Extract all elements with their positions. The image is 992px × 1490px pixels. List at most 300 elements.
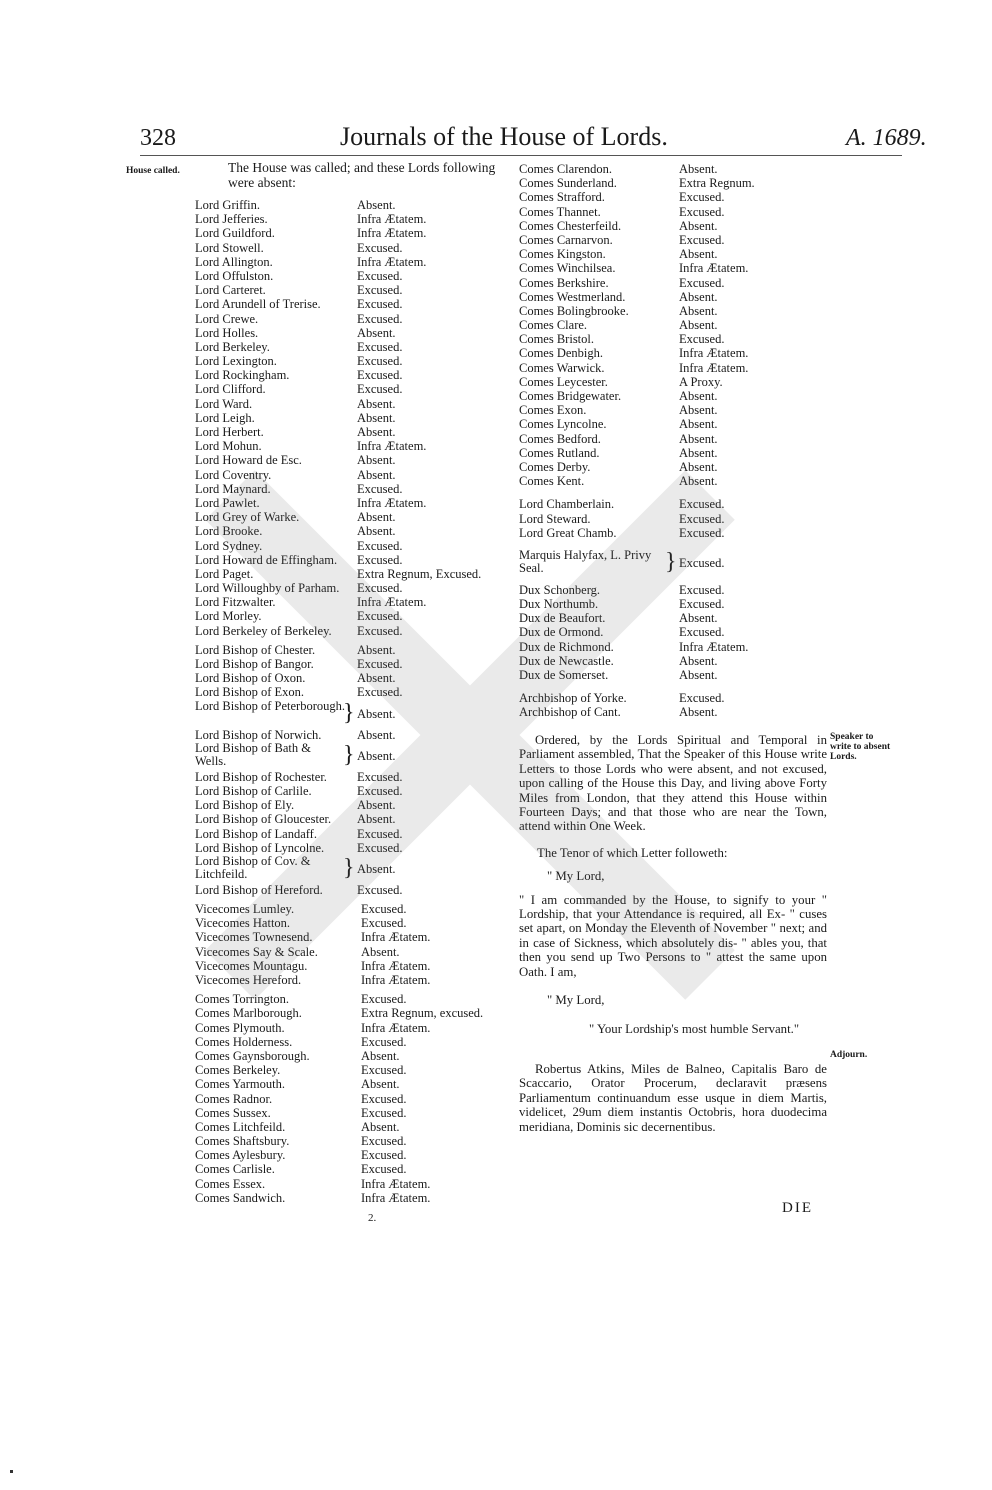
- catchword-right: DIE: [782, 1200, 813, 1216]
- peer-name: Comes Bolingbrooke.: [519, 303, 629, 318]
- peer-name: Lord Steward.: [519, 511, 591, 526]
- margin-note-speaker: Speaker to write to absent Lords.: [830, 732, 891, 762]
- attendance-status: Excused.: [357, 538, 403, 553]
- attendance-status: Excused.: [361, 992, 407, 1007]
- list-item: [195, 916, 515, 930]
- letter-body: " I am commanded by the House, to signify to your " Lordship, that your Attendance is required, all Ex- " cuses set apart, on Monday the Eleventh of November " next; and in case of Sickness, which absolutely dis- " ables you, that then you send up Two Persons to " attest the same upon Oath. I am,: [519, 892, 827, 979]
- list-item: [519, 668, 819, 682]
- list-item: [195, 841, 515, 855]
- list-item: [519, 318, 819, 332]
- attendance-status: Infra Ætatem.: [357, 212, 427, 227]
- list-item: [519, 625, 819, 639]
- peer-name: Lord Great Chamb.: [519, 525, 617, 540]
- attendance-status: Absent.: [357, 812, 396, 827]
- peer-name: Lord Bishop of Exon.: [195, 685, 305, 700]
- brace: }: [343, 741, 355, 768]
- list-item: [195, 1106, 515, 1120]
- peer-name: Comes Carnarvon.: [519, 232, 613, 247]
- attendance-status: Excused.: [679, 525, 725, 540]
- attendance-status: Absent.: [679, 218, 718, 233]
- peer-name: Lord Howard de Effingham.: [195, 552, 338, 567]
- peer-name: Comes Strafford.: [519, 190, 605, 205]
- peer-name: Dux Northumb.: [519, 597, 599, 612]
- peer-name: Comes Radnor.: [195, 1091, 273, 1106]
- attendance-status: Excused.: [357, 481, 403, 496]
- peer-name: Vicecomes Lumley.: [195, 902, 295, 917]
- peer-name: Lord Clifford.: [195, 382, 266, 397]
- peer-name: Lord Bishop of Ely.: [195, 798, 295, 813]
- attendance-status: Absent.: [679, 611, 718, 626]
- peer-name: Comes Holderness.: [195, 1034, 293, 1049]
- peer-name: Comes Sandwich.: [195, 1190, 286, 1205]
- attendance-status: Infra Ætatem.: [357, 439, 427, 454]
- letter-signature: " Your Lordship's most humble Servant.": [589, 1021, 800, 1036]
- list-item: [519, 474, 819, 488]
- list-item: [519, 654, 819, 668]
- officers-list: [519, 497, 819, 540]
- dukes-list: [519, 583, 819, 682]
- peer-name: Lord Bishop of Chester.: [195, 642, 316, 657]
- list-item: [195, 643, 515, 657]
- list-item: [195, 326, 515, 340]
- peer-name: Lord Bishop of Cov. & Litchfeild.: [195, 853, 311, 881]
- attendance-status: Excused.: [679, 582, 725, 597]
- list-item: [195, 784, 515, 798]
- attendance-status: Absent.: [361, 1048, 400, 1063]
- list-item: [195, 553, 515, 567]
- attendance-status: Excused.: [361, 1063, 407, 1078]
- attendance-status: Infra Ætatem.: [361, 1176, 431, 1191]
- peer-name: Lord Herbert.: [195, 425, 264, 439]
- list-item: [519, 205, 819, 219]
- attendance-status: Excused.: [679, 275, 725, 290]
- peer-name: Lord Rockingham.: [195, 368, 290, 383]
- peer-name: Lord Berkeley.: [195, 339, 270, 354]
- viscounts-list: [195, 902, 515, 987]
- list-item: [519, 304, 819, 318]
- peer-name: Comes Bristol.: [519, 332, 595, 347]
- attendance-status: Absent.: [679, 247, 718, 262]
- list-item: [195, 1162, 515, 1176]
- peer-name: Lord Bishop of Rochester.: [195, 769, 327, 784]
- list-item: [195, 1092, 515, 1106]
- list-item: [519, 247, 819, 261]
- catchword-left: 2.: [368, 1212, 377, 1224]
- peer-name: Lord Sydney.: [195, 538, 263, 553]
- list-item: [519, 233, 819, 247]
- attendance-status: Absent.: [679, 705, 718, 720]
- attendance-status: Excused.: [361, 916, 407, 931]
- attendance-status: Infra Ætatem.: [361, 958, 431, 973]
- attendance-status: Infra Ætatem.: [361, 973, 431, 987]
- peer-name: Lord Griffin.: [195, 198, 261, 212]
- attendance-status: Absent.: [679, 162, 718, 176]
- peer-name: Lord Fitzwalter.: [195, 595, 276, 610]
- peer-name: Lord Berkeley of Berkeley.: [195, 623, 332, 638]
- peer-name: Vicecomes Townesend.: [195, 930, 313, 945]
- letter-salutation: " My Lord,: [547, 869, 605, 884]
- list-item: [519, 346, 819, 360]
- peer-name: Comes Westmerland.: [519, 289, 626, 304]
- list-item: [195, 945, 515, 959]
- list-item: [195, 312, 515, 326]
- brace: }: [343, 699, 355, 726]
- list-item: [519, 526, 819, 540]
- list-item: [195, 770, 515, 784]
- list-item: [519, 276, 819, 290]
- peer-name: Comes Torrington.: [195, 992, 290, 1007]
- list-item: [195, 812, 515, 826]
- page-title: Journals of the House of Lords.: [340, 122, 668, 151]
- attendance-status: Excused.: [357, 368, 403, 383]
- peer-name: Dux Schonberg.: [519, 582, 601, 597]
- attendance-status: Excused.: [357, 657, 403, 671]
- list-item: [195, 581, 515, 595]
- attendance-status: Excused.: [357, 552, 403, 567]
- list-item: [195, 657, 515, 671]
- attendance-status: Excused.: [679, 190, 725, 205]
- attendance-status: Excused.: [679, 625, 725, 640]
- attendance-status: Infra Ætatem.: [361, 1020, 431, 1035]
- list-item: [195, 902, 515, 916]
- attendance-status: Excused.: [361, 1105, 407, 1120]
- peer-name: Comes Plymouth.: [195, 1020, 285, 1035]
- list-item: [195, 212, 515, 226]
- list-item: [195, 595, 515, 609]
- list-item: [519, 597, 819, 611]
- list-item: [195, 510, 515, 524]
- right-text-column: [519, 733, 827, 1134]
- earls-list-left: [195, 992, 515, 1205]
- attendance-status: Absent.: [357, 861, 396, 876]
- peer-name: Lord Leigh.: [195, 410, 255, 425]
- list-item: [195, 685, 515, 699]
- peer-name: Comes Yarmouth.: [195, 1077, 285, 1092]
- list-item: [195, 453, 515, 467]
- attendance-status: Absent.: [357, 706, 396, 721]
- list-item: [195, 368, 515, 382]
- peer-name: Lord Jefferies.: [195, 212, 268, 227]
- list-item: [519, 290, 819, 304]
- intro-text: The House was called; and these Lords following were absent:: [228, 160, 496, 190]
- list-item: [195, 742, 515, 770]
- attendance-status: Absent.: [679, 668, 718, 682]
- peer-name: Lord Bishop of Gloucester.: [195, 812, 332, 827]
- peer-name: Lord Mohun.: [195, 439, 262, 454]
- peer-name: Vicecomes Mountagu.: [195, 958, 308, 973]
- attendance-status: Absent.: [357, 798, 396, 813]
- list-item: [519, 691, 819, 705]
- list-item: [195, 1006, 515, 1020]
- list-item: [519, 361, 819, 375]
- peer-name: Comes Berkshire.: [519, 275, 609, 290]
- attendance-status: Excused.: [357, 623, 403, 638]
- peer-name: Lord Stowell.: [195, 240, 264, 255]
- peer-name: Lord Holles.: [195, 325, 259, 340]
- peer-name: Comes Essex.: [195, 1176, 266, 1191]
- attendance-status: Absent.: [361, 1077, 400, 1092]
- attendance-status: Excused.: [361, 1148, 407, 1163]
- peer-name: Lord Carteret.: [195, 283, 266, 298]
- peer-name: Comes Chesterfeild.: [519, 218, 622, 233]
- attendance-status: Excused.: [679, 497, 725, 512]
- peer-name: Comes Rutland.: [519, 445, 600, 460]
- list-item: [195, 1035, 515, 1049]
- attendance-status: Excused.: [679, 691, 725, 706]
- attendance-status: Absent.: [679, 653, 718, 668]
- peer-name: Comes Leycester.: [519, 374, 608, 389]
- attendance-status: Infra Ætatem.: [357, 495, 427, 510]
- attendance-status: Excused.: [357, 354, 403, 369]
- header-rule: [140, 155, 902, 156]
- list-item: [195, 1063, 515, 1077]
- peer-name: Lord Brooke.: [195, 524, 263, 539]
- list-item: [195, 624, 515, 638]
- attendance-status: Infra Ætatem.: [679, 261, 749, 276]
- peer-name: Lord Coventry.: [195, 467, 272, 482]
- attendance-status: Absent.: [679, 459, 718, 474]
- list-item: [519, 497, 819, 511]
- peer-name: Comes Thannet.: [519, 204, 601, 219]
- list-item: [195, 728, 515, 742]
- list-item: [519, 549, 819, 577]
- attendance-status: Absent.: [357, 642, 396, 657]
- list-item: [195, 883, 515, 897]
- list-item: [195, 1191, 515, 1205]
- attendance-status: Excused.: [357, 783, 403, 798]
- corner-mark: [10, 1470, 13, 1473]
- list-item: [195, 411, 515, 425]
- margin-note-adjourn: Adjourn.: [830, 1050, 868, 1060]
- bishops-list: [195, 643, 515, 897]
- archbishops-list: [519, 691, 819, 719]
- peer-name: Lord Ward.: [195, 396, 253, 411]
- attendance-status: Excused.: [679, 555, 725, 570]
- peer-name: Lord Guildford.: [195, 226, 275, 241]
- peer-name: Lord Bishop of Carlile.: [195, 783, 312, 798]
- peer-name: Comes Sunderland.: [519, 176, 617, 191]
- list-item: [519, 512, 819, 526]
- peer-name: Lord Arundell of Trerise.: [195, 297, 321, 312]
- attendance-status: Extra Regnum.: [679, 176, 755, 191]
- list-item: [195, 609, 515, 623]
- list-item: [195, 567, 515, 581]
- peer-name: Comes Winchilsea.: [519, 261, 616, 276]
- attendance-status: Infra Ætatem.: [679, 346, 749, 361]
- peer-name: Vicecomes Hatton.: [195, 916, 291, 931]
- peer-name: Lord Chamberlain.: [519, 497, 615, 512]
- peer-name: Dux de Somerset.: [519, 668, 609, 682]
- peer-name: Comes Lyncolne.: [519, 417, 607, 432]
- list-item: [195, 700, 515, 728]
- peer-name: Lord Maynard.: [195, 481, 271, 496]
- list-item: [195, 283, 515, 297]
- list-item: [519, 403, 819, 417]
- attendance-status: Infra Ætatem.: [679, 639, 749, 654]
- attendance-status: Infra Ætatem.: [357, 595, 427, 610]
- adjourn-paragraph: Robertus Atkins, Miles de Balneo, Capitalis Baro de Scaccario, Orator Procerum, declaravit præsens Parliamentum continuandum esse usque in diem Martis, videlicet, 29um diem instantis Octobris, hora duodecima meridiana, Dominis sic decernentibus.: [519, 1061, 827, 1134]
- attendance-status: Absent.: [679, 474, 718, 489]
- list-item: [519, 432, 819, 446]
- attendance-status: Absent.: [679, 389, 718, 403]
- list-item: [519, 460, 819, 474]
- list-item: [195, 241, 515, 255]
- attendance-status: Excused.: [361, 902, 407, 917]
- attendance-status: Excused.: [361, 1091, 407, 1106]
- peer-name: Lord Bishop of Norwich.: [195, 727, 322, 742]
- peer-name: Comes Carlisle.: [195, 1162, 275, 1177]
- tenor-line: The Tenor of which Letter followeth:: [537, 845, 728, 860]
- list-item: [195, 1134, 515, 1148]
- attendance-status: Absent.: [361, 1119, 400, 1134]
- list-item: [195, 425, 515, 439]
- list-item: [195, 855, 515, 883]
- peer-name: Archbishop of Yorke.: [519, 691, 627, 706]
- attendance-status: Absent.: [357, 727, 396, 742]
- attendance-status: Excused.: [679, 204, 725, 219]
- peer-name: Lord Bishop of Lyncolne.: [195, 840, 325, 855]
- list-item: [519, 446, 819, 460]
- peer-name: Comes Bedford.: [519, 431, 601, 446]
- peer-name: Lord Offulston.: [195, 268, 274, 283]
- attendance-status: Excused.: [357, 283, 403, 298]
- peer-name: Comes Exon.: [519, 403, 587, 418]
- peer-name: Lord Morley.: [195, 609, 262, 624]
- attendance-status: Absent.: [357, 467, 396, 482]
- attendance-status: Absent.: [357, 453, 396, 468]
- attendance-status: Excused.: [361, 1134, 407, 1149]
- peer-name: Lord Bishop of Bangor.: [195, 657, 314, 671]
- attendance-status: Excused.: [357, 769, 403, 784]
- list-item: [195, 269, 515, 283]
- list-item: [519, 611, 819, 625]
- earls-list-right: [519, 162, 819, 488]
- peer-name: Dux de Richmond.: [519, 639, 614, 654]
- peer-name: Comes Kent.: [519, 474, 585, 489]
- attendance-status: Excused.: [357, 311, 403, 326]
- attendance-status: Infra Ætatem.: [679, 360, 749, 375]
- attendance-status: Absent.: [357, 510, 396, 525]
- list-item: [519, 389, 819, 403]
- list-item: [519, 332, 819, 346]
- attendance-status: Excused.: [357, 297, 403, 312]
- list-item: [195, 382, 515, 396]
- peer-name: Archbishop of Cant.: [519, 705, 621, 720]
- list-item: [195, 1148, 515, 1162]
- attendance-status: Infra Ætatem.: [361, 1190, 431, 1205]
- peer-name: Comes Warwick.: [519, 360, 605, 375]
- page-number: 328: [140, 125, 176, 151]
- peer-name: Comes Bridgewater.: [519, 389, 622, 403]
- list-item: [195, 496, 515, 510]
- attendance-status: Extra Regnum, Excused.: [357, 566, 482, 581]
- attendance-status: Excused.: [361, 1034, 407, 1049]
- peer-name: Lord Willoughby of Parham.: [195, 581, 340, 596]
- list-item: [195, 930, 515, 944]
- list-item: [195, 354, 515, 368]
- attendance-status: Absent.: [679, 289, 718, 304]
- attendance-status: Excused.: [679, 597, 725, 612]
- attendance-status: Absent.: [679, 445, 718, 460]
- peer-name: Comes Denbigh.: [519, 346, 604, 361]
- list-item: [519, 640, 819, 654]
- attendance-status: Excused.: [357, 339, 403, 354]
- list-item: [195, 198, 515, 212]
- attendance-status: Absent.: [357, 396, 396, 411]
- attendance-status: Excused.: [357, 268, 403, 283]
- attendance-status: Extra Regnum, excused.: [361, 1006, 484, 1021]
- attendance-status: Absent.: [357, 748, 396, 763]
- list-item: [519, 417, 819, 431]
- peer-name: Comes Marlborough.: [195, 1006, 302, 1021]
- attendance-status: Excused.: [679, 332, 725, 347]
- peer-name: Comes Berkeley.: [195, 1063, 281, 1078]
- peer-name: Comes Gaynsborough.: [195, 1048, 310, 1063]
- attendance-status: Absent.: [357, 524, 396, 539]
- attendance-status: Excused.: [357, 840, 403, 855]
- peer-name: Comes Clarendon.: [519, 162, 613, 176]
- peer-name: Comes Kingston.: [519, 247, 606, 262]
- attendance-status: Absent.: [679, 431, 718, 446]
- attendance-status: Excused.: [357, 685, 403, 700]
- attendance-status: Absent.: [679, 303, 718, 318]
- peer-name: Dux de Beaufort.: [519, 611, 606, 626]
- attendance-status: Absent.: [679, 318, 718, 333]
- list-item: [195, 439, 515, 453]
- list-item: [519, 261, 819, 275]
- peer-name: Lord Crewe.: [195, 311, 259, 326]
- attendance-status: A Proxy.: [679, 374, 723, 389]
- list-item: [195, 340, 515, 354]
- attendance-status: Excused.: [357, 826, 403, 841]
- list-item: [195, 827, 515, 841]
- list-item: [195, 226, 515, 240]
- margin-note-house-called: House called.: [126, 166, 180, 176]
- attendance-status: Excused.: [357, 240, 403, 255]
- peer-name: Lord Howard de Esc.: [195, 453, 302, 468]
- peer-name: Comes Sussex.: [195, 1105, 271, 1120]
- attendance-status: Absent.: [357, 325, 396, 340]
- list-item: [195, 539, 515, 553]
- list-item: [519, 219, 819, 233]
- right-column: [519, 162, 819, 720]
- list-item: [195, 992, 515, 1006]
- list-item: [195, 1021, 515, 1035]
- list-item: [195, 482, 515, 496]
- attendance-status: Excused.: [679, 232, 725, 247]
- peer-name: Lord Bishop of Oxon.: [195, 671, 306, 686]
- left-column: [195, 198, 515, 1205]
- peer-name: Lord Bishop of Bath & Wells.: [195, 740, 311, 768]
- list-item: [519, 583, 819, 597]
- attendance-status: Infra Ætatem.: [361, 930, 431, 945]
- peer-name: Comes Derby.: [519, 459, 591, 474]
- brace: }: [665, 548, 677, 575]
- peer-name: Lord Bishop of Landaff.: [195, 826, 317, 841]
- attendance-status: Absent.: [357, 671, 396, 686]
- attendance-status: Excused.: [679, 511, 725, 526]
- peer-name: Lord Paget.: [195, 566, 254, 581]
- attendance-status: Absent.: [679, 403, 718, 418]
- list-item: [519, 162, 819, 176]
- peer-name: Comes Aylesbury.: [195, 1148, 286, 1163]
- list-item: [195, 959, 515, 973]
- ordered-paragraph: Ordered, by the Lords Spiritual and Temporal in Parliament assembled, That the Speaker of this House write Letters to those Lords who were absent, and not excused, upon calling of the House this Day, and living above Forty Miles from London, that they attend this House within Fourteen Days; and that those who are near the Town, attend within One Week.: [519, 733, 827, 834]
- list-item: [195, 1120, 515, 1134]
- list-item: [519, 375, 819, 389]
- list-item: [195, 671, 515, 685]
- list-item: [195, 1049, 515, 1063]
